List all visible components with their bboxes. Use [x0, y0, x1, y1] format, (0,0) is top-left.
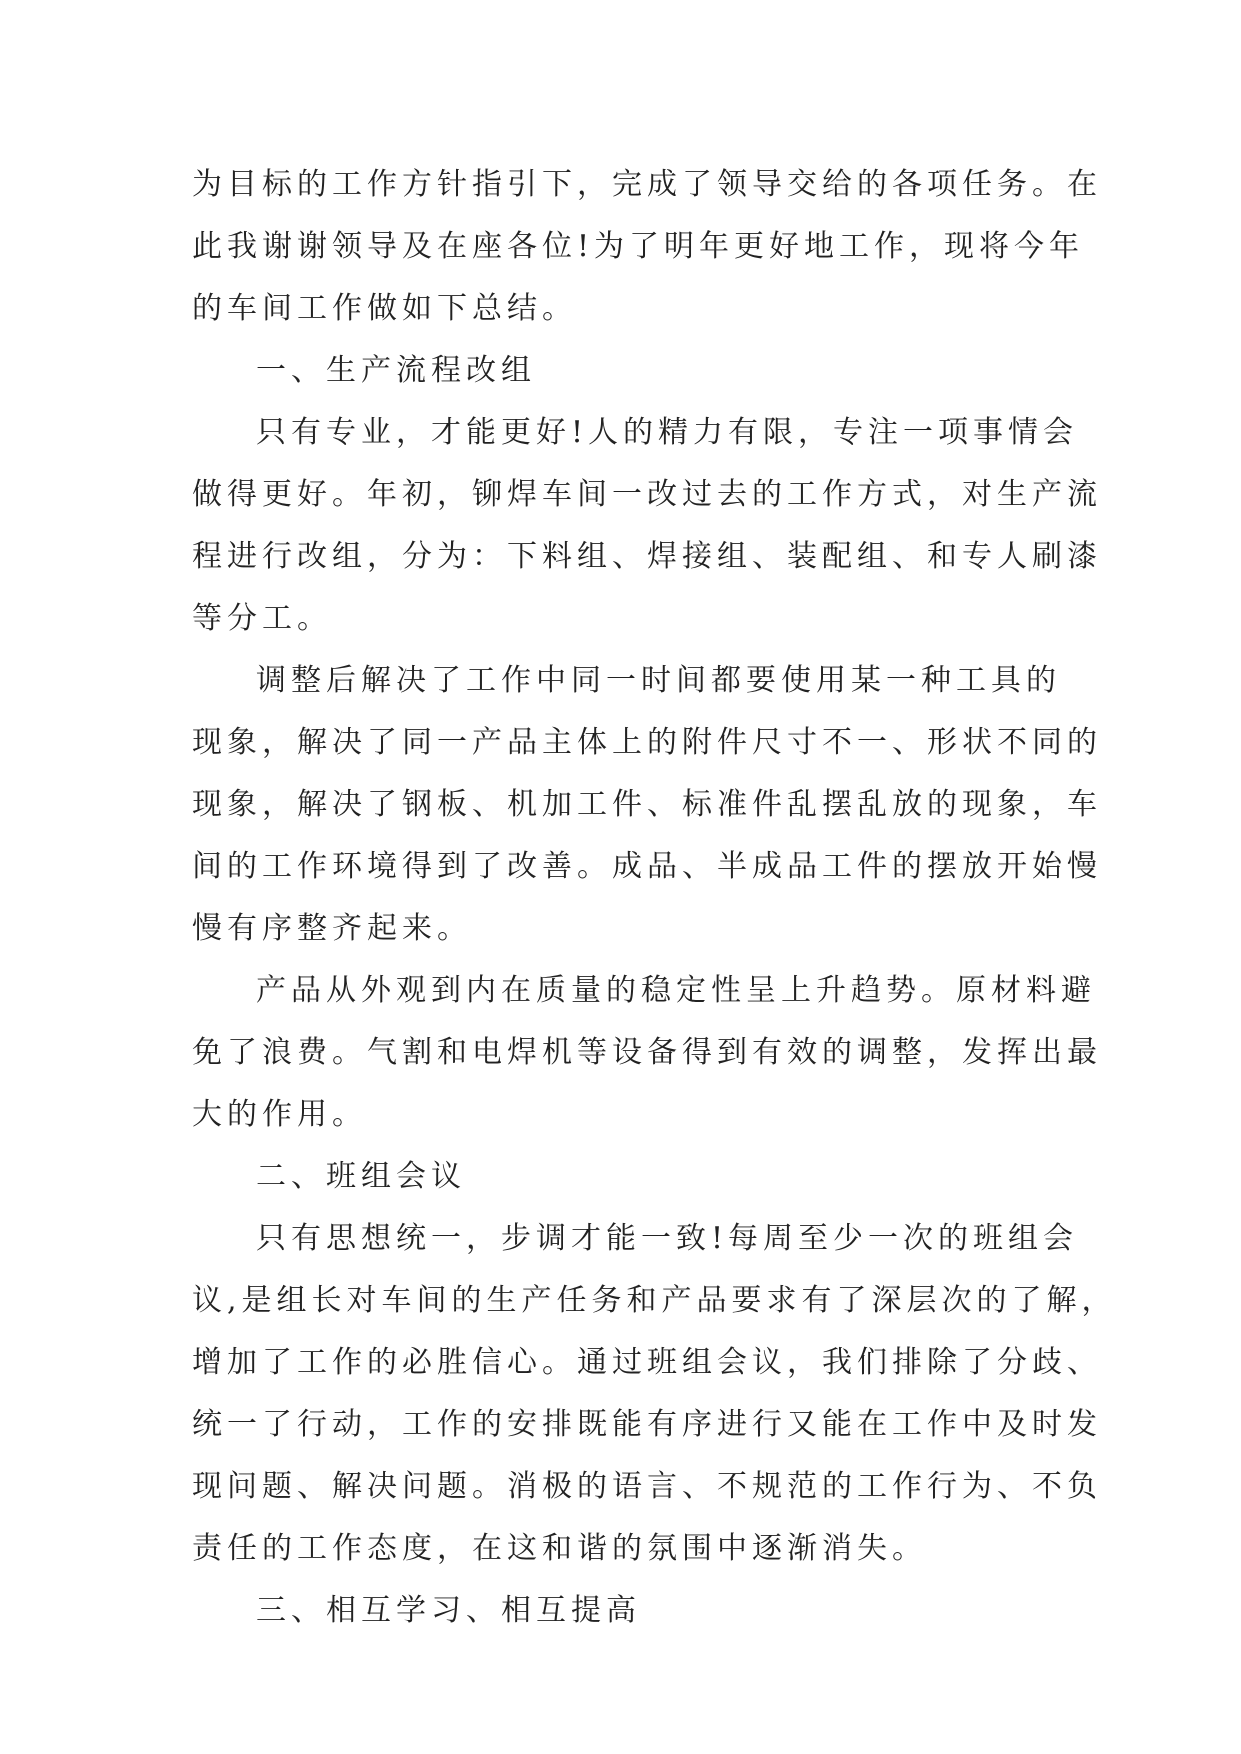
- text-line: 增加了工作的必胜信心。通过班组会议，我们排除了分歧、: [192, 1345, 1102, 1380]
- text-line: 为目标的工作方针指引下，完成了领导交给的各项任务。在: [192, 167, 1102, 202]
- text-line: 慢有序整齐起来。: [192, 911, 472, 946]
- text-line: 程进行改组，分为：下料组、焊接组、装配组、和专人刷漆: [192, 539, 1102, 574]
- section-heading: 二、班组会议: [256, 1159, 466, 1194]
- text-line: 的车间工作做如下总结。: [192, 291, 577, 326]
- text-line: 统一了行动，工作的安排既能有序进行又能在工作中及时发: [192, 1407, 1102, 1442]
- text-line: 产品从外观到内在质量的稳定性呈上升趋势。原材料避: [256, 973, 1096, 1008]
- section-heading: 一、生产流程改组: [256, 353, 536, 388]
- text-line: 等分工。: [192, 601, 332, 636]
- text-line: 只有思想统一，步调才能一致!每周至少一次的班组会: [256, 1221, 1079, 1256]
- text-line: 现象，解决了同一产品主体上的附件尺寸不一、形状不同的: [192, 725, 1102, 760]
- text-line: 大的作用。: [192, 1097, 367, 1132]
- text-line: 此我谢谢领导及在座各位!为了明年更好地工作，现将今年: [192, 229, 1085, 264]
- text-line: 做得更好。年初，铆焊车间一改过去的工作方式，对生产流: [192, 477, 1102, 512]
- section-heading: 三、相互学习、相互提高: [256, 1593, 641, 1628]
- text-line: 责任的工作态度，在这和谐的氛围中逐渐消失。: [192, 1531, 927, 1566]
- text-line: 只有专业，才能更好!人的精力有限，专注一项事情会: [256, 415, 1079, 450]
- text-line: 调整后解决了工作中同一时间都要使用某一种工具的: [256, 663, 1061, 698]
- text-line: 免了浪费。气割和电焊机等设备得到有效的调整，发挥出最: [192, 1035, 1102, 1070]
- text-line: 现象，解决了钢板、机加工件、标准件乱摆乱放的现象，车: [192, 787, 1102, 822]
- text-line: 间的工作环境得到了改善。成品、半成品工件的摆放开始慢: [192, 849, 1102, 884]
- text-line: 议,是组长对车间的生产任务和产品要求有了深层次的了解，: [192, 1283, 1117, 1318]
- document-page: [192, 154, 1117, 1642]
- text-line: 现问题、解决问题。消极的语言、不规范的工作行为、不负: [192, 1469, 1102, 1504]
